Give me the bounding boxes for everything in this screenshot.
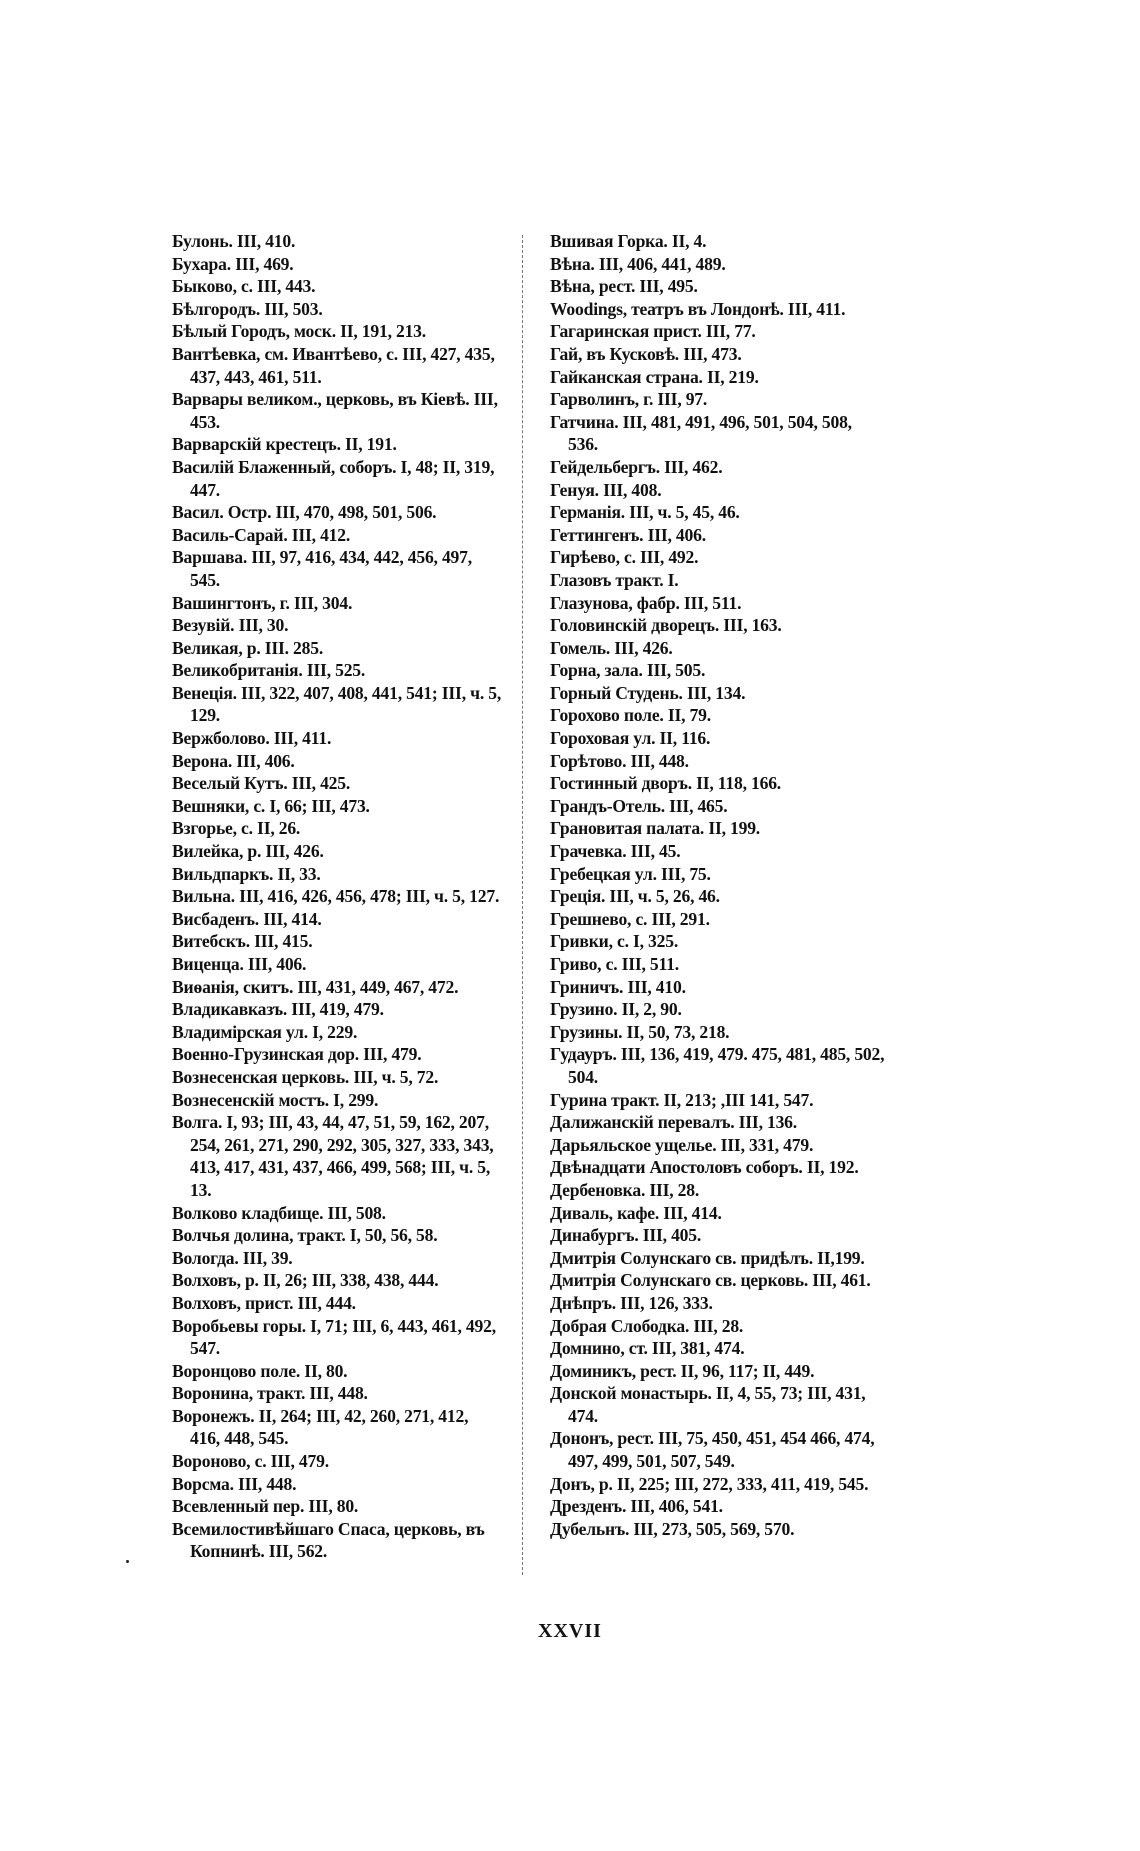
- index-entry: Владикавказъ. III, 419, 479.: [172, 999, 384, 1020]
- index-entry: Дрезденъ. III, 406, 541.: [550, 1496, 723, 1517]
- index-entry: Виѳанія, скитъ. III, 431, 449, 467, 472.: [172, 976, 459, 997]
- index-entry: Грачевка. III, 45.: [550, 841, 681, 862]
- index-entry: Вержболово. III, 411.: [172, 728, 332, 749]
- index-entry: Доминикъ, рест. II, 96, 117; II, 449.: [550, 1360, 815, 1381]
- page-number: XXVII: [538, 1620, 602, 1642]
- index-entry: Дербеновка. III, 28.: [550, 1179, 700, 1200]
- index-column-right: [550, 230, 885, 1540]
- index-entry: Головинскій дворецъ. III, 163.: [550, 615, 782, 636]
- index-entry: Вороново, с. III, 479.: [172, 1451, 329, 1472]
- index-entry: Гудауръ. III, 136, 419, 479. 475, 481, 485, 502, 504.: [550, 1044, 885, 1087]
- index-entry: Дмитрія Солунскаго св. придѣлъ. II,199.: [550, 1247, 865, 1268]
- index-entry: Военно-Грузинская дор. III, 479.: [172, 1044, 422, 1065]
- index-entry: Быково, с. III, 443.: [172, 276, 316, 297]
- index-entry: Великая, р. III. 285.: [172, 637, 324, 658]
- index-entry: Воронежъ. II, 264; III, 42, 260, 271, 412, 416, 448, 545.: [172, 1405, 469, 1449]
- index-entry: Гарволинъ, г. III, 97.: [550, 389, 708, 410]
- index-entry: Волчья долина, тракт. I, 50, 56, 58.: [172, 1225, 438, 1246]
- index-entry: Горохово поле. II, 79.: [550, 705, 711, 726]
- index-entry: Гирѣево, с. III, 492.: [550, 547, 699, 568]
- index-entry: Бухара. III, 469.: [172, 253, 294, 274]
- index-entry: Висбаденъ. III, 414.: [172, 908, 322, 929]
- index-entry: Генуя. III, 408.: [550, 479, 662, 500]
- index-entry: Грузины. II, 50, 73, 218.: [550, 1021, 730, 1042]
- index-entry: Геттингенъ. III, 406.: [550, 524, 706, 545]
- index-entry: Волховъ, р. II, 26; III, 338, 438, 444.: [172, 1270, 439, 1291]
- index-entry: Волга. I, 93; III, 43, 44, 47, 51, 59, 162, 207, 254, 261, 271, 290, 292, 305, 327, 333, 343, 413, 417, 431, 437, 466, 499, 568; III, ч. 5, 13.: [172, 1112, 494, 1200]
- index-entry: Вантѣевка, см. Ивантѣево, с. III, 427, 435, 437, 443, 461, 511.: [172, 343, 495, 387]
- index-entry: Волково кладбище. III, 508.: [172, 1202, 386, 1223]
- index-entry: Воронина, тракт. III, 448.: [172, 1383, 368, 1404]
- index-entry: Вшивая Горка. II, 4.: [550, 231, 707, 251]
- index-entry: Веселый Кутъ. III, 425.: [172, 773, 351, 794]
- index-entry: Вашингтонъ, г. III, 304.: [172, 592, 353, 613]
- index-entry: Венеція. III, 322, 407, 408, 441, 541; III, ч. 5, 129.: [172, 682, 502, 726]
- index-entry: Горный Студень. III, 134.: [550, 682, 746, 703]
- index-entry: Диваль, кафе. III, 414.: [550, 1202, 722, 1223]
- index-entry: Витебскъ. III, 415.: [172, 931, 313, 952]
- index-entry: Булонь. III, 410.: [172, 231, 296, 251]
- index-entry: Везувій. III, 30.: [172, 615, 289, 636]
- index-entry: Грандъ-Отель. III, 465.: [550, 795, 728, 816]
- index-entry: Вѣна. III, 406, 441, 489.: [550, 253, 726, 274]
- index-entry: Динабургъ. III, 405.: [550, 1225, 702, 1246]
- index-entry: Вознесенская церковь. III, ч. 5, 72.: [172, 1066, 439, 1087]
- index-entry: Варшава. III, 97, 416, 434, 442, 456, 497, 545.: [172, 547, 472, 590]
- index-entry: Гостинный дворъ. II, 118, 166.: [550, 773, 781, 794]
- index-entry: Глазунова, фабр. III, 511.: [550, 592, 742, 613]
- index-entry: Воробьевы горы. I, 71; III, 6, 443, 461, 492, 547.: [172, 1315, 496, 1359]
- index-entry: Гриво, с. III, 511.: [550, 954, 679, 974]
- index-entry: Домнино, ст. III, 381, 474.: [550, 1338, 745, 1359]
- index-entry: Гагаринская прист. III, 77.: [550, 321, 756, 342]
- index-entry: Взгорье, с. II, 26.: [172, 818, 301, 839]
- index-entry: Вилейка, р. III, 426.: [172, 841, 324, 862]
- index-entry: Васил. Остр. III, 470, 498, 501, 506.: [172, 502, 437, 523]
- index-entry: Гороховая ул. II, 116.: [550, 728, 711, 749]
- index-entry: Глазовъ тракт. I.: [550, 569, 679, 590]
- index-entry: Донъ, р. II, 225; III, 272, 333, 411, 419, 545.: [550, 1473, 869, 1494]
- index-entry: Вильдпаркъ. II, 33.: [172, 863, 321, 884]
- index-entry: Вологда. III, 39.: [172, 1247, 293, 1268]
- index-entry: Гомель. III, 426.: [550, 637, 673, 658]
- index-entry: Вешняки, с. I, 66; III, 473.: [172, 795, 370, 816]
- index-entry: Василь-Сарай. III, 412.: [172, 524, 351, 545]
- index-entry: Горѣтово. III, 448.: [550, 750, 689, 771]
- index-entry: Великобританія. III, 525.: [172, 660, 366, 681]
- index-entry: Грановитая палата. II, 199.: [550, 818, 761, 839]
- index-entry: Дононъ, рест. III, 75, 450, 451, 454 466, 474, 497, 499, 501, 507, 549.: [550, 1428, 875, 1472]
- index-entry: Гатчина. III, 481, 491, 496, 501, 504, 508, 536.: [550, 411, 852, 455]
- index-entry: Воронцово поле. II, 80.: [172, 1360, 348, 1381]
- index-entry: Грешнево, с. III, 291.: [550, 908, 710, 929]
- index-entry: Греція. III, ч. 5, 26, 46.: [550, 886, 720, 907]
- index-entry: Варвары великом., церковь, въ Кіевѣ. III, 453.: [172, 389, 498, 432]
- index-entry: Вѣна, рест. III, 495.: [550, 276, 698, 297]
- index-entry: Дарьяльское ущелье. III, 331, 479.: [550, 1134, 814, 1155]
- index-entry: Вильна. III, 416, 426, 456, 478; III, ч. 5, 127.: [172, 886, 500, 907]
- index-entry: Всемилостивѣйшаго Спаса, церковь, въ Копнинѣ. III, 562.: [172, 1518, 485, 1562]
- index-entry: Гай, въ Кусковѣ. III, 473.: [550, 343, 742, 364]
- index-entry: Двѣнадцати Апостоловъ соборъ. II, 192.: [550, 1157, 859, 1178]
- index-entry: Верона. III, 406.: [172, 750, 295, 771]
- index-entry: Бѣлгородъ. III, 503.: [172, 298, 323, 319]
- index-entry: Гребецкая ул. III, 75.: [550, 863, 711, 884]
- index-entry: Владимірская ул. I, 229.: [172, 1021, 358, 1042]
- index-entry: Василій Блаженный, соборъ. I, 48; II, 319, 447.: [172, 456, 495, 500]
- index-entry: Гривки, с. I, 325.: [550, 931, 679, 952]
- index-entry: Бѣлый Городъ, моск. II, 191, 213.: [172, 321, 426, 342]
- index-entry: Woodings, театръ въ Лондонѣ. III, 411.: [550, 298, 846, 319]
- index-entry: Варварскій крестецъ. II, 191.: [172, 434, 397, 455]
- index-entry: Ворсма. III, 448.: [172, 1473, 297, 1494]
- index-entry: Гайканская страна. II, 219.: [550, 366, 759, 387]
- index-entry: Далижанскій перевалъ. III, 136.: [550, 1112, 797, 1133]
- column-divider: [522, 235, 523, 1575]
- index-entry: Гриничъ. III, 410.: [550, 976, 686, 997]
- index-entry: Добрая Слободка. III, 28.: [550, 1315, 744, 1336]
- index-entry: Германія. III, ч. 5, 45, 46.: [550, 502, 740, 523]
- index-entry: Гейдельбергъ. III, 462.: [550, 456, 723, 477]
- index-entry: Донской монастырь. II, 4, 55, 73; III, 431, 474.: [550, 1383, 866, 1426]
- index-entry: Горна, зала. III, 505.: [550, 660, 706, 681]
- index-entry: Гурина тракт. II, 213; ,III 141, 547.: [550, 1089, 814, 1110]
- index-entry: Грузино. II, 2, 90.: [550, 999, 682, 1020]
- speck: [126, 1560, 129, 1563]
- index-entry: Виценца. III, 406.: [172, 954, 307, 974]
- index-column-left: [172, 230, 502, 1563]
- index-entry: Дмитрія Солунскаго св. церковь. III, 461.: [550, 1270, 871, 1291]
- index-entry: Всевленный пер. III, 80.: [172, 1496, 359, 1517]
- index-entry: Днѣпръ. III, 126, 333.: [550, 1292, 713, 1313]
- index-entry: Вознесенскій мостъ. I, 299.: [172, 1089, 379, 1110]
- index-entry: Дубельнъ. III, 273, 505, 569, 570.: [550, 1518, 795, 1539]
- index-entry: Волховъ, прист. III, 444.: [172, 1292, 356, 1313]
